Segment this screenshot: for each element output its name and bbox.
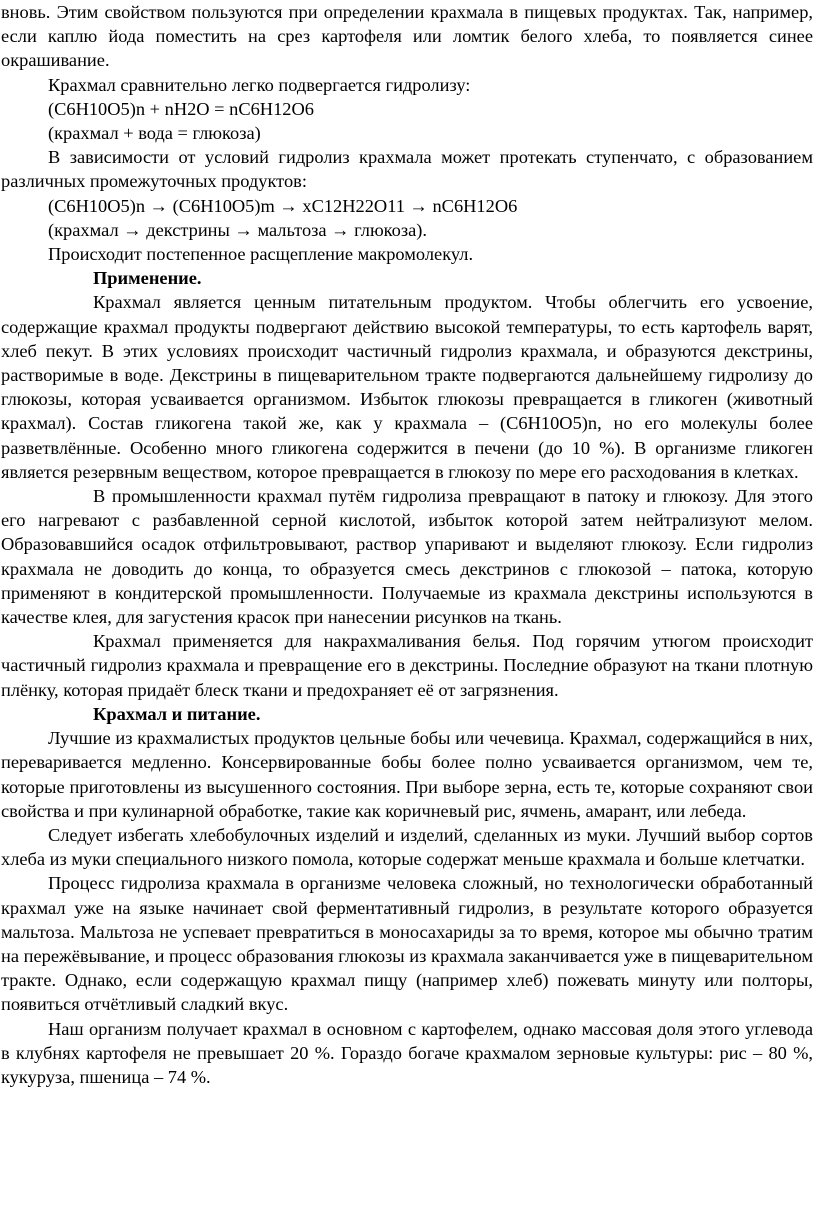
paragraph-nutrition-bread: Следует избегать хлебобулочных изделий и изделий, сделанных из муки. Лучший выбор сортов хлеба из муки специального низкого помола, которые содержат меньше крахмала и больше клетчатки.: [1, 824, 813, 870]
paragraph-macromolecule-breakdown: Происходит постепенное расщепление макромолекул.: [48, 244, 474, 265]
equation-hydrolysis: (C6H10O5)n + nH2O = nC6H12O6: [48, 98, 314, 119]
heading-application: Применение.: [93, 268, 202, 289]
paragraph-hydrolysis-intro: Крахмал сравнительно легко подвергается гидролизу:: [48, 74, 471, 95]
equation-stepwise-words: (крахмал → декстрины → мальтоза → глюкоза).: [48, 219, 428, 240]
paragraph-iodine-test: вновь. Этим свойством пользуются при определении крахмала в пищевых продуктах. Так, например, если каплю йода поместить на срез картофеля или ломтик белого хлеба, то появляется синее окрашивание.: [1, 2, 813, 71]
paragraph-nutrition-digestion: Процесс гидролиза крахмала в организме человека сложный, но технологически обработанный крахмал уже на языке начинает свой ферментативный гидролиз, в результате которого образуется мальтоза. Мальтоза не успевает превратиться в моносахариды за то время, которое мы обычно тратим на пережёвывание, и процесс образования глюкозы из крахмала заканчивается уже в пищеварительном тракте. Однако, если содержащую крахмал пищу (например хлеб) пожевать минуту или полторы, появиться отчётливый сладкий вкус.: [1, 873, 813, 1015]
paragraph-nutrition-sources: Наш организм получает крахмал в основном с картофелем, однако массовая доля этого углевода в клубнях картофеля не превышает 20 %. Гораздо богаче крахмалом зерновые культуры: рис – 80 %, кукуруза, пшеница – 74 %.: [1, 1018, 813, 1087]
paragraph-application-industry: В промышленности крахмал путём гидролиза превращают в патоку и глюкозу. Для этого его нагревают с разбавленной серной кислотой, избыток которой затем нейтрализуют мелом. Образовавшийся осадок отфильтровывают, раствор упаривают и выделяют глюкозу. Если гидролиз крахмала не доводить до конца, то образуется смесь декстринов с глюкозой – патока, которую применяют в кондитерской промышленности. Получаемые из крахмала декстрины используются в качестве клея, для загустения красок при нанесении рисунков на ткань.: [1, 486, 813, 628]
equation-hydrolysis-words: (крахмал + вода = глюкоза): [48, 123, 261, 144]
heading-nutrition: Крахмал и питание.: [93, 703, 261, 724]
paragraph-stepwise-hydrolysis: В зависимости от условий гидролиз крахмала может протекать ступенчато, с образованием различных промежуточных продуктов:: [1, 147, 813, 192]
paragraph-nutrition-beans: Лучшие из крахмалистых продуктов цельные бобы или чечевица. Крахмал, содержащийся в них, переваривается медленно. Консервированные бобы более полно усваивается организмом, чем те, которые приготовлены из высушенного состояния. При выборе зерна, есть те, которые сохраняют свои свойства и при кулинарной обработке, такие как коричневый рис, ячмень, амарант, или лебеда.: [1, 728, 813, 821]
paragraph-application-nutrition: Крахмал является ценным питательным продуктом. Чтобы облегчить его усвоение, содержащие крахмал продукты подвергают действию высокой температуры, то есть картофель варят, хлеб пекут. В этих условиях происходит частичный гидролиз крахмала, и образуются декстрины, растворимые в воде. Декстрины в пищеварительном тракте подвергаются дальнейшему гидролизу до глюкозы, которая усваивается организмом. Избыток глюкозы превращается в гликоген (животный крахмал). Состав гликогена такой же, как у крахмала – (C6H10O5)n, но его молекулы более разветвлённые. Особенно много гликогена содержится в печени (до 10 %). В организме гликоген является резервным веществом, которое превращается в глюкозу по мере его расходования в клетках.: [1, 292, 813, 482]
paragraph-application-laundry: Крахмал применяется для накрахмаливания белья. Под горячим утюгом происходит частичный гидролиз крахмала и превращение его в декстрины. Последние образуют на ткани плотную плёнку, которая придаёт блеск ткани и предохраняет её от загрязнения.: [1, 631, 813, 700]
equation-stepwise: (C6H10O5)n → (C6H10O5)m → xC12H22O11 → nC6H12O6: [48, 195, 518, 216]
